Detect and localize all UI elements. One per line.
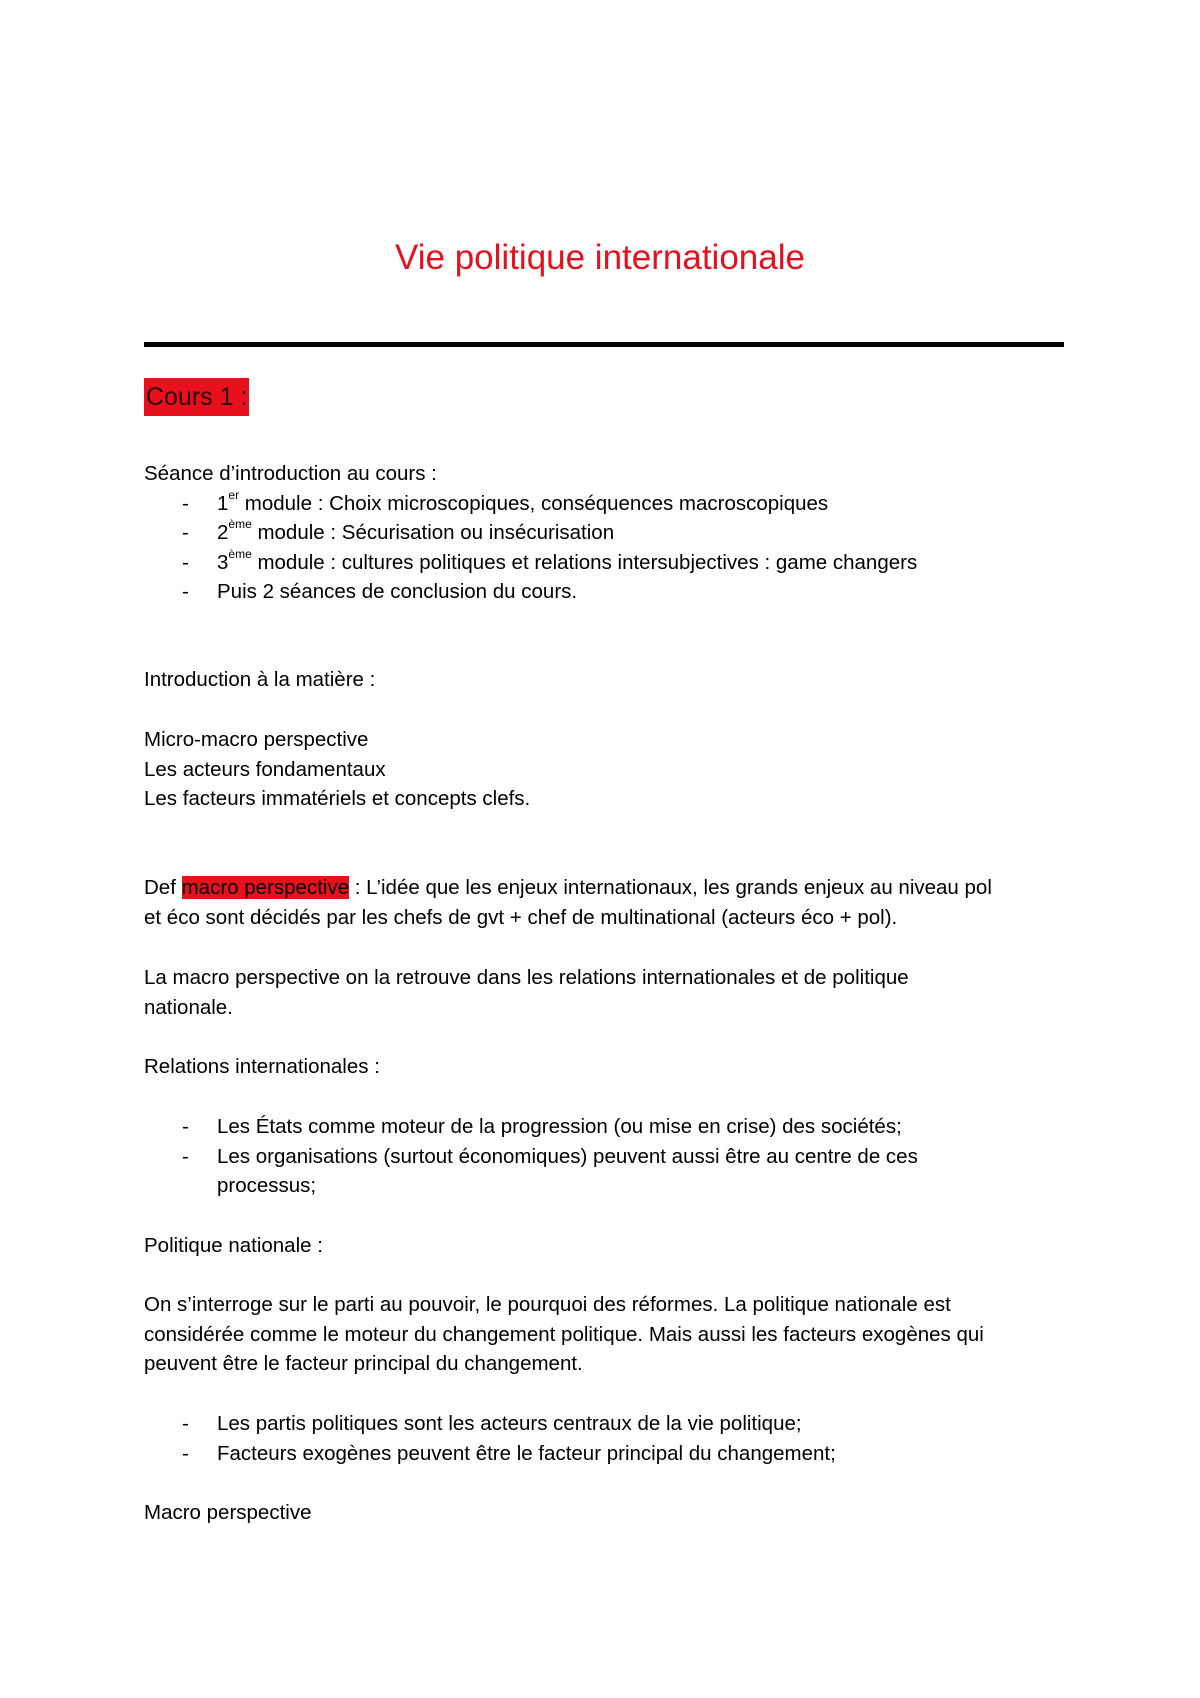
paragraph-line: nationale. bbox=[144, 995, 233, 1019]
politique-item-text: Facteurs exogènes peuvent être le facteur principal du changement; bbox=[217, 1441, 836, 1465]
module-ordinal: er bbox=[228, 487, 240, 502]
politique-paragraph bbox=[144, 1290, 984, 1379]
relations-item-line: Les États comme moteur de la progression (ou mise en crise) des sociétés; bbox=[217, 1115, 902, 1138]
relations-item-line: Les organisations (surtout économiques) peuvent aussi être au centre de ces bbox=[217, 1144, 918, 1168]
relations-list bbox=[144, 1112, 918, 1201]
matiere-line: Les facteurs immatériels et concepts clefs. bbox=[144, 787, 531, 810]
bullet-dash: - bbox=[182, 1412, 189, 1435]
relations-heading-block bbox=[144, 1052, 380, 1082]
bullet-dash: - bbox=[182, 521, 189, 544]
module-number: 2 bbox=[217, 521, 229, 544]
bullet-dash: - bbox=[182, 550, 189, 574]
relations-item-2 bbox=[144, 1142, 918, 1201]
matiere-lines-block bbox=[144, 725, 530, 814]
macro-paragraph bbox=[144, 963, 909, 1022]
bullet-dash: - bbox=[182, 491, 189, 515]
definition-line-1 bbox=[144, 873, 992, 903]
bullet-dash: - bbox=[182, 1115, 189, 1138]
politique-item-text: Les partis politiques sont les acteurs centraux de la vie politique; bbox=[217, 1412, 802, 1435]
relations-heading: Relations internationales : bbox=[144, 1055, 380, 1078]
intro-block bbox=[144, 459, 917, 607]
matiere-line: Micro-macro perspective bbox=[144, 728, 369, 751]
relations-item-line: processus; bbox=[217, 1174, 317, 1197]
title-divider bbox=[144, 342, 1064, 347]
module-text: module : cultures politiques et relations intersubjectives : game changers bbox=[251, 550, 918, 574]
definition-rest: : L’idée que les enjeux internationaux, les grands enjeux au niveau pol bbox=[349, 876, 992, 899]
bullet-dash: - bbox=[182, 580, 189, 603]
document-title: Vie politique internationale bbox=[395, 238, 805, 277]
bullet-dash: - bbox=[182, 1144, 189, 1168]
bullet-dash: - bbox=[182, 1441, 189, 1465]
paragraph-line: La macro perspective on la retrouve dans les relations internationales et de politique bbox=[144, 966, 909, 989]
definition-highlighted-term: macro perspective bbox=[181, 876, 350, 899]
module-number: 3 bbox=[217, 550, 229, 574]
module-text: Puis 2 séances de conclusion du cours. bbox=[217, 580, 578, 603]
politique-heading-block bbox=[144, 1231, 323, 1261]
definition-block bbox=[144, 873, 992, 932]
module-text: module : Choix microscopiques, conséquences macroscopiques bbox=[239, 491, 829, 515]
module-item-1 bbox=[144, 489, 917, 519]
module-ordinal: ème bbox=[228, 517, 252, 532]
intro-heading: Séance d’introduction au cours : bbox=[144, 462, 437, 485]
politique-item-1 bbox=[144, 1409, 836, 1439]
paragraph-line: On s’interroge sur le parti au pouvoir, le pourquoi des réformes. La politique nationale est bbox=[144, 1293, 951, 1316]
politique-item-2 bbox=[144, 1439, 836, 1469]
relations-item-1 bbox=[144, 1112, 918, 1142]
module-number: 1 bbox=[217, 491, 229, 515]
module-item-2 bbox=[144, 518, 917, 548]
politique-list bbox=[144, 1409, 836, 1468]
section-heading: Cours 1 : bbox=[144, 378, 249, 416]
matiere-heading: Introduction à la matière : bbox=[144, 668, 376, 691]
definition-prefix: Def bbox=[144, 876, 182, 899]
politique-heading: Politique nationale : bbox=[144, 1234, 323, 1257]
matiere-heading-block bbox=[144, 665, 375, 695]
paragraph-line: considérée comme le moteur du changement politique. Mais aussi les facteurs exogènes qui bbox=[144, 1322, 984, 1346]
matiere-line: Les acteurs fondamentaux bbox=[144, 757, 386, 781]
final-heading-block bbox=[144, 1498, 311, 1528]
module-item-3 bbox=[144, 548, 917, 578]
definition-line-2: et éco sont décidés par les chefs de gvt + chef de multinational (acteurs éco + pol). bbox=[144, 905, 898, 929]
module-ordinal: ème bbox=[228, 546, 252, 561]
final-heading: Macro perspective bbox=[144, 1501, 312, 1524]
module-item-4 bbox=[144, 577, 917, 607]
module-text: module : Sécurisation ou insécurisation bbox=[251, 521, 615, 544]
paragraph-line: peuvent être le facteur principal du changement. bbox=[144, 1352, 583, 1375]
